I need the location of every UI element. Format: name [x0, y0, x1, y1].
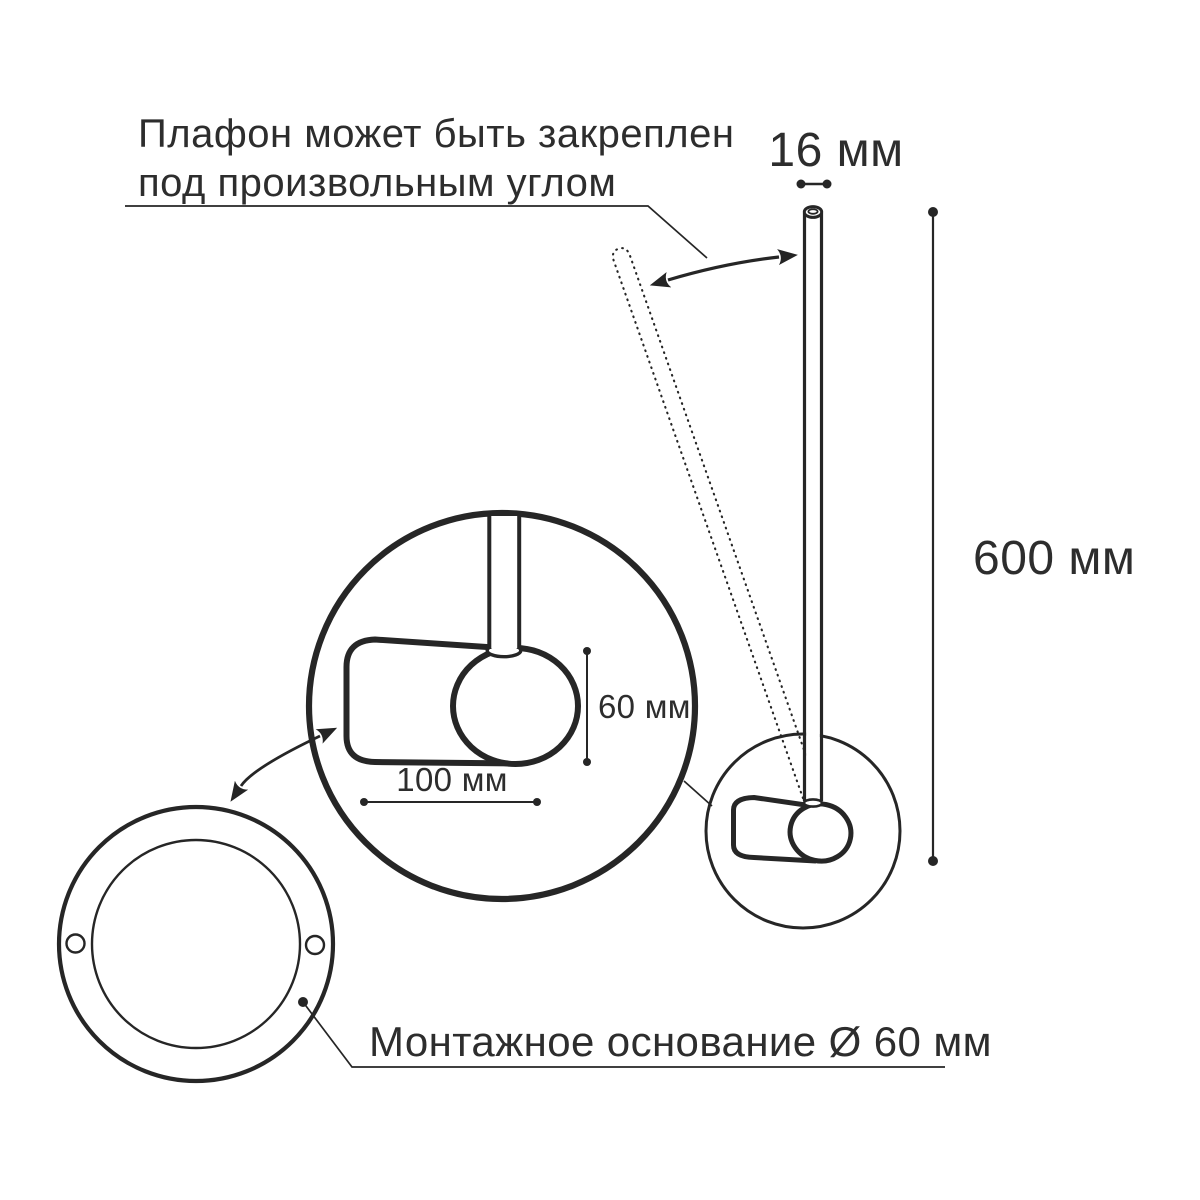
base-caption-group	[298, 997, 992, 1067]
dim-dot	[360, 798, 368, 806]
tube-diameter-label: 16 мм	[768, 124, 904, 177]
base-detail-double-arrow-icon	[241, 736, 320, 786]
annotation-line1: Плафон может быть закреплен	[138, 112, 735, 156]
dim-dot	[823, 180, 832, 189]
tube-fill	[806, 214, 820, 802]
screw-hole-left	[67, 935, 85, 953]
dim-dot	[583, 758, 591, 766]
detail-to-pivot-leader	[684, 781, 712, 806]
mount-height-label: 60 мм	[598, 688, 691, 725]
dimension-tube-length	[928, 207, 1135, 866]
dim-dot	[797, 180, 806, 189]
dim-dot	[583, 647, 591, 655]
rotation-double-arrow-icon	[668, 257, 779, 280]
dimension-tube-diameter	[768, 124, 903, 189]
ring-outer-circle	[59, 807, 333, 1081]
screw-hole-right	[306, 936, 324, 954]
dim-dot	[533, 798, 541, 806]
annotation-leader-line	[125, 206, 707, 258]
mounting-base-ring	[59, 807, 333, 1081]
tube-length-label: 600 мм	[973, 532, 1136, 585]
tube-vertical	[804, 207, 822, 807]
tube-top-cap	[804, 207, 821, 218]
ring-inner-circle	[92, 840, 300, 1048]
dim-dot	[928, 856, 938, 866]
mount-length-label: 100 мм	[396, 761, 508, 798]
rod-fill	[491, 516, 518, 648]
annotation-line2: под произвольным углом	[138, 161, 617, 205]
pivot-cylinder	[734, 798, 857, 867]
cylinder-front-face	[453, 648, 578, 764]
dim-dot	[928, 207, 938, 217]
base-caption-label: Монтажное основание Ø 60 мм	[369, 1018, 992, 1065]
tube-bottom-collar	[804, 799, 822, 806]
